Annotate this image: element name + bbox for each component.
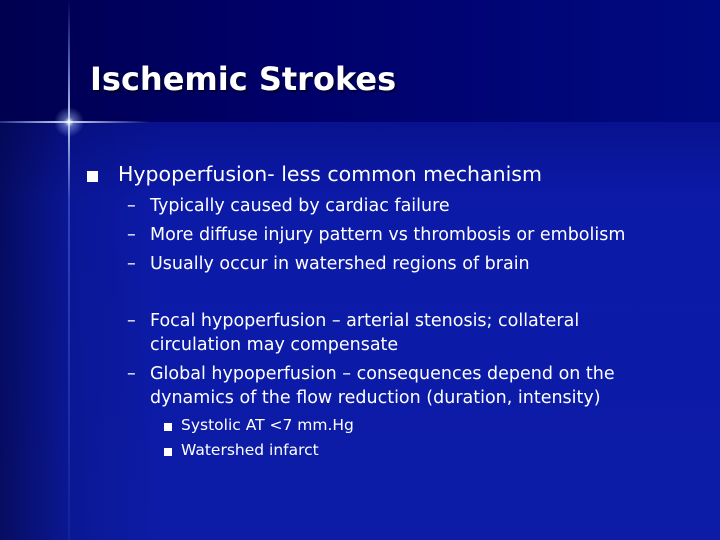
dash-marker: – bbox=[127, 311, 136, 331]
main-bullet-text: Hypoperfusion- less common mechanism bbox=[118, 162, 542, 186]
sub-item-text: Usually occur in watershed regions of brain bbox=[150, 254, 530, 274]
focal-hypoperfusion-line2: circulation may compensate bbox=[150, 335, 399, 355]
dash-marker: – bbox=[127, 196, 136, 216]
square-bullet-icon bbox=[87, 171, 98, 182]
global-hypoperfusion-line1: Global hypoperfusion – consequences depend on the bbox=[150, 364, 615, 384]
sub-sub-item-text: Watershed infarct bbox=[181, 441, 319, 459]
global-hypoperfusion-line2: dynamics of the flow reduction (duration, intensity) bbox=[150, 388, 601, 408]
dash-marker: – bbox=[127, 254, 136, 274]
decorative-vertical-line bbox=[68, 0, 70, 540]
sub-item-text: More diffuse injury pattern vs thrombosis or embolism bbox=[150, 225, 626, 245]
dash-marker: – bbox=[127, 364, 136, 384]
focal-hypoperfusion-line1: Focal hypoperfusion – arterial stenosis; collateral bbox=[150, 311, 580, 331]
light-flare bbox=[54, 107, 84, 137]
sub-sub-item-text: Systolic AT <7 mm.Hg bbox=[181, 416, 354, 434]
sub-item-text: Typically caused by cardiac failure bbox=[150, 196, 450, 216]
square-bullet-icon bbox=[164, 423, 172, 431]
slide-title: Ischemic Strokes bbox=[90, 60, 397, 98]
square-bullet-icon bbox=[164, 448, 172, 456]
dash-marker: – bbox=[127, 225, 136, 245]
